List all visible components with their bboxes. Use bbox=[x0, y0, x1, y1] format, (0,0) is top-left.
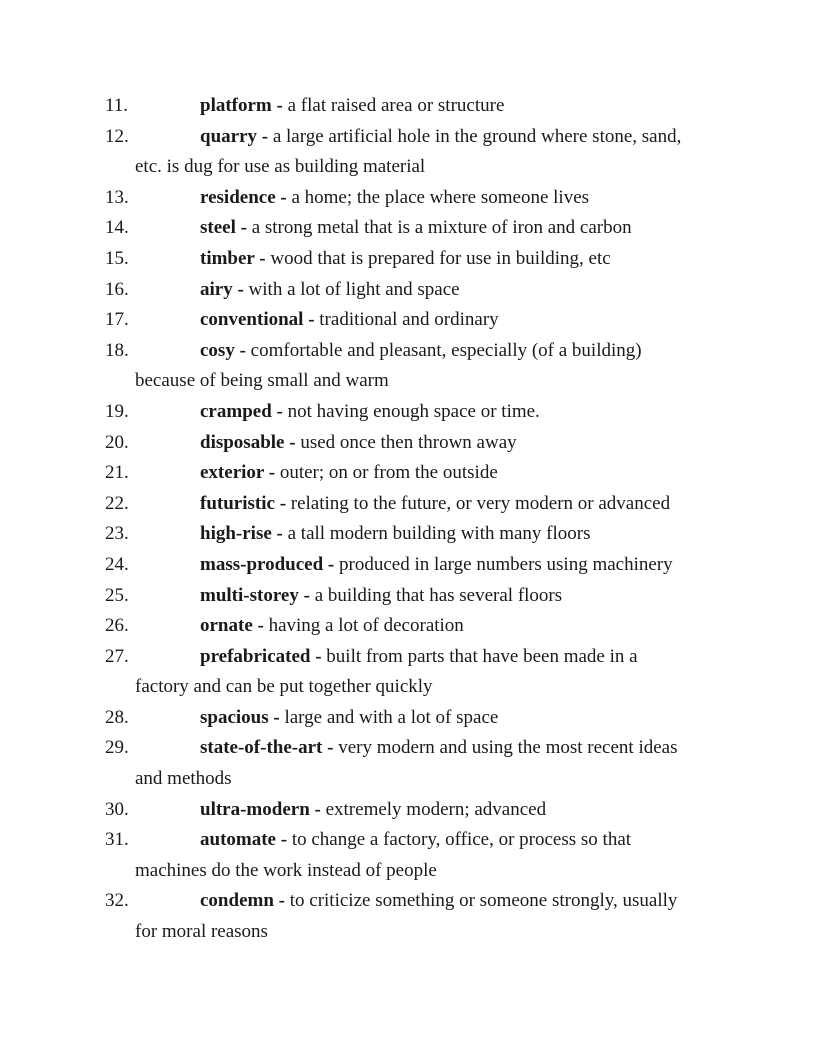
entry-definition: traditional and ordinary bbox=[319, 309, 499, 331]
entry-first-line bbox=[105, 91, 745, 122]
entry-text bbox=[200, 703, 498, 734]
entry-separator: - bbox=[257, 125, 273, 147]
entry-first-line bbox=[105, 458, 745, 489]
entry-first-line bbox=[105, 275, 745, 306]
entry-first-line bbox=[105, 428, 745, 459]
entry-separator: - bbox=[274, 492, 291, 514]
entry-text bbox=[200, 122, 681, 153]
entry-text bbox=[200, 213, 632, 244]
entry-text bbox=[200, 733, 677, 764]
vocabulary-entry bbox=[105, 611, 745, 642]
vocabulary-entry bbox=[105, 519, 745, 550]
entry-definition: not having enough space or time. bbox=[287, 400, 540, 422]
entry-number: 23. bbox=[105, 523, 129, 545]
entry-separator: - bbox=[323, 553, 339, 575]
entry-term: condemn bbox=[200, 890, 274, 912]
entry-definition-continuation: etc. is dug for use as building material bbox=[135, 156, 426, 178]
entry-number: 12. bbox=[105, 125, 129, 147]
entry-number: 14. bbox=[105, 217, 129, 239]
entry-first-line bbox=[105, 581, 745, 612]
entry-definition: with a lot of light and space bbox=[248, 278, 460, 300]
entry-definition: extremely modern; advanced bbox=[325, 798, 547, 820]
vocabulary-entry bbox=[105, 397, 745, 428]
entry-separator: - bbox=[264, 462, 280, 484]
entry-term: disposable bbox=[200, 431, 285, 453]
entry-separator: - bbox=[271, 523, 288, 545]
entry-term: cramped bbox=[200, 400, 272, 422]
entry-first-line bbox=[105, 244, 745, 275]
entry-definition: a large artificial hole in the ground where stone, sand, bbox=[272, 125, 682, 147]
vocabulary-entry bbox=[105, 275, 745, 306]
vocabulary-entry bbox=[105, 733, 745, 794]
entry-number: 22. bbox=[105, 492, 129, 514]
entry-definition: large and with a lot of space bbox=[284, 706, 499, 728]
entry-number: 25. bbox=[105, 584, 129, 606]
entry-text bbox=[200, 825, 631, 856]
entry-text bbox=[200, 336, 642, 367]
entry-term: automate bbox=[200, 829, 276, 851]
entry-definition: a building that has several floors bbox=[314, 584, 563, 606]
entry-text bbox=[200, 91, 504, 122]
entry-definition: used once then thrown away bbox=[300, 431, 517, 453]
entry-text bbox=[200, 458, 498, 489]
entry-number: 29. bbox=[105, 737, 129, 759]
entry-first-line bbox=[105, 336, 745, 367]
entry-number: 15. bbox=[105, 247, 129, 269]
entry-definition: very modern and using the most recent ideas bbox=[338, 737, 678, 759]
entry-separator: - bbox=[273, 890, 290, 912]
entry-number: 20. bbox=[105, 431, 129, 453]
entry-first-line bbox=[105, 703, 745, 734]
entry-definition: wood that is prepared for use in building, etc bbox=[270, 247, 611, 269]
vocabulary-entry bbox=[105, 305, 745, 336]
entry-term: steel bbox=[200, 217, 236, 239]
entry-first-line bbox=[105, 733, 745, 764]
entry-definition-continuation: and methods bbox=[135, 768, 232, 790]
entry-first-line bbox=[105, 519, 745, 550]
vocabulary-entry bbox=[105, 581, 745, 612]
entry-definition: built from parts that have been made in a bbox=[326, 645, 638, 667]
vocabulary-entry bbox=[105, 428, 745, 459]
entry-separator: - bbox=[271, 95, 288, 116]
entry-separator: - bbox=[298, 584, 315, 606]
entry-definition: produced in large numbers using machinery bbox=[339, 553, 673, 575]
entry-number: 13. bbox=[105, 186, 129, 208]
entry-text bbox=[200, 489, 670, 520]
entry-text bbox=[200, 275, 460, 306]
entry-definition: a home; the place where someone lives bbox=[291, 186, 590, 208]
entry-first-line bbox=[105, 183, 745, 214]
entry-first-line bbox=[105, 795, 745, 826]
entry-term: conventional bbox=[200, 309, 304, 331]
entry-text bbox=[200, 581, 562, 612]
entry-text bbox=[200, 397, 540, 428]
entry-term: timber bbox=[200, 247, 255, 269]
entry-separator: - bbox=[254, 247, 271, 269]
entry-first-line bbox=[105, 825, 745, 856]
entry-text bbox=[200, 642, 638, 673]
vocabulary-entry bbox=[105, 213, 745, 244]
entry-separator: - bbox=[235, 217, 252, 239]
entry-definition: to change a factory, office, or process so that bbox=[291, 829, 632, 851]
entry-text bbox=[200, 795, 546, 826]
entry-separator: - bbox=[284, 431, 301, 453]
entry-first-line bbox=[105, 886, 745, 917]
entry-separator: - bbox=[303, 309, 320, 331]
vocabulary-entry bbox=[105, 336, 745, 397]
vocabulary-entry bbox=[105, 183, 745, 214]
entry-text bbox=[200, 244, 611, 275]
entry-separator: - bbox=[268, 706, 285, 728]
entry-number: 21. bbox=[105, 462, 129, 484]
entry-term: high-rise bbox=[200, 523, 272, 545]
entry-term: exterior bbox=[200, 462, 264, 484]
entry-term: multi-storey bbox=[200, 584, 299, 606]
vocabulary-entry bbox=[105, 886, 745, 947]
entry-term: mass-produced bbox=[200, 553, 324, 575]
entry-definition: a flat raised area or structure bbox=[287, 95, 505, 116]
entry-term: ultra-modern bbox=[200, 798, 310, 820]
entry-number: 30. bbox=[105, 798, 129, 820]
entry-first-line bbox=[105, 305, 745, 336]
vocabulary-entry bbox=[105, 122, 745, 183]
entry-number: 28. bbox=[105, 706, 129, 728]
entry-term: quarry bbox=[200, 125, 257, 147]
entry-number: 32. bbox=[105, 890, 129, 912]
entry-separator: - bbox=[309, 798, 326, 820]
entry-term: airy bbox=[200, 278, 233, 300]
entry-term: ornate bbox=[200, 615, 253, 637]
vocabulary-entry bbox=[105, 825, 745, 886]
entry-definition: a strong metal that is a mixture of iron and carbon bbox=[251, 217, 632, 239]
entry-term: cosy bbox=[200, 339, 235, 361]
entry-text bbox=[200, 183, 589, 214]
entry-text bbox=[200, 519, 591, 550]
entry-first-line bbox=[105, 550, 745, 581]
entry-text bbox=[200, 428, 517, 459]
entry-separator: - bbox=[234, 339, 251, 361]
entry-number: 19. bbox=[105, 400, 129, 422]
vocabulary-entry bbox=[105, 489, 745, 520]
vocabulary-entry bbox=[105, 244, 745, 275]
entry-text bbox=[200, 550, 673, 581]
entry-term: prefabricated bbox=[200, 645, 311, 667]
entry-text bbox=[200, 611, 464, 642]
entry-number: 16. bbox=[105, 278, 129, 300]
entry-definition: having a lot of decoration bbox=[268, 615, 464, 637]
entry-definition-continuation: for moral reasons bbox=[135, 921, 268, 943]
vocabulary-entry bbox=[105, 458, 745, 489]
entry-number: 18. bbox=[105, 339, 129, 361]
entry-first-line bbox=[105, 397, 745, 428]
entry-number: 26. bbox=[105, 615, 129, 637]
entry-number: 11. bbox=[105, 95, 129, 116]
entry-separator: - bbox=[275, 829, 292, 851]
entry-first-line bbox=[105, 122, 745, 153]
vocabulary-entry bbox=[105, 703, 745, 734]
vocabulary-entry bbox=[105, 642, 745, 703]
entry-definition: outer; on or from the outside bbox=[279, 462, 498, 484]
vocabulary-entry bbox=[105, 550, 745, 581]
entry-definition: comfortable and pleasant, especially (of a building) bbox=[250, 339, 642, 361]
entry-separator: - bbox=[275, 186, 292, 208]
vocabulary-entry bbox=[105, 795, 745, 826]
entry-term: residence bbox=[200, 186, 276, 208]
entry-term: state-of-the-art bbox=[200, 737, 323, 759]
entry-text bbox=[200, 886, 677, 917]
entry-first-line bbox=[105, 611, 745, 642]
entry-number: 24. bbox=[105, 553, 129, 575]
entry-definition-continuation: because of being small and warm bbox=[135, 370, 389, 392]
entry-first-line bbox=[105, 489, 745, 520]
entry-definition: a tall modern building with many floors bbox=[287, 523, 591, 545]
entry-text bbox=[200, 305, 499, 336]
entry-separator: - bbox=[322, 737, 339, 759]
entry-number: 27. bbox=[105, 645, 129, 667]
entry-separator: - bbox=[310, 645, 327, 667]
entry-definition: to criticize something or someone strongly, usually bbox=[289, 890, 678, 912]
entry-first-line bbox=[105, 642, 745, 673]
entry-separator: - bbox=[252, 615, 269, 637]
entry-term: spacious bbox=[200, 706, 269, 728]
entry-separator: - bbox=[232, 278, 249, 300]
vocabulary-entry bbox=[105, 91, 745, 122]
entry-number: 17. bbox=[105, 309, 129, 331]
entry-term: platform bbox=[200, 95, 272, 116]
vocabulary-list bbox=[105, 91, 745, 948]
entry-definition-continuation: factory and can be put together quickly bbox=[135, 676, 433, 698]
entry-first-line bbox=[105, 213, 745, 244]
entry-definition: relating to the future, or very modern or advanced bbox=[290, 492, 671, 514]
entry-definition-continuation: machines do the work instead of people bbox=[135, 859, 437, 881]
entry-separator: - bbox=[271, 400, 288, 422]
entry-term: futuristic bbox=[200, 492, 275, 514]
entry-number: 31. bbox=[105, 829, 129, 851]
